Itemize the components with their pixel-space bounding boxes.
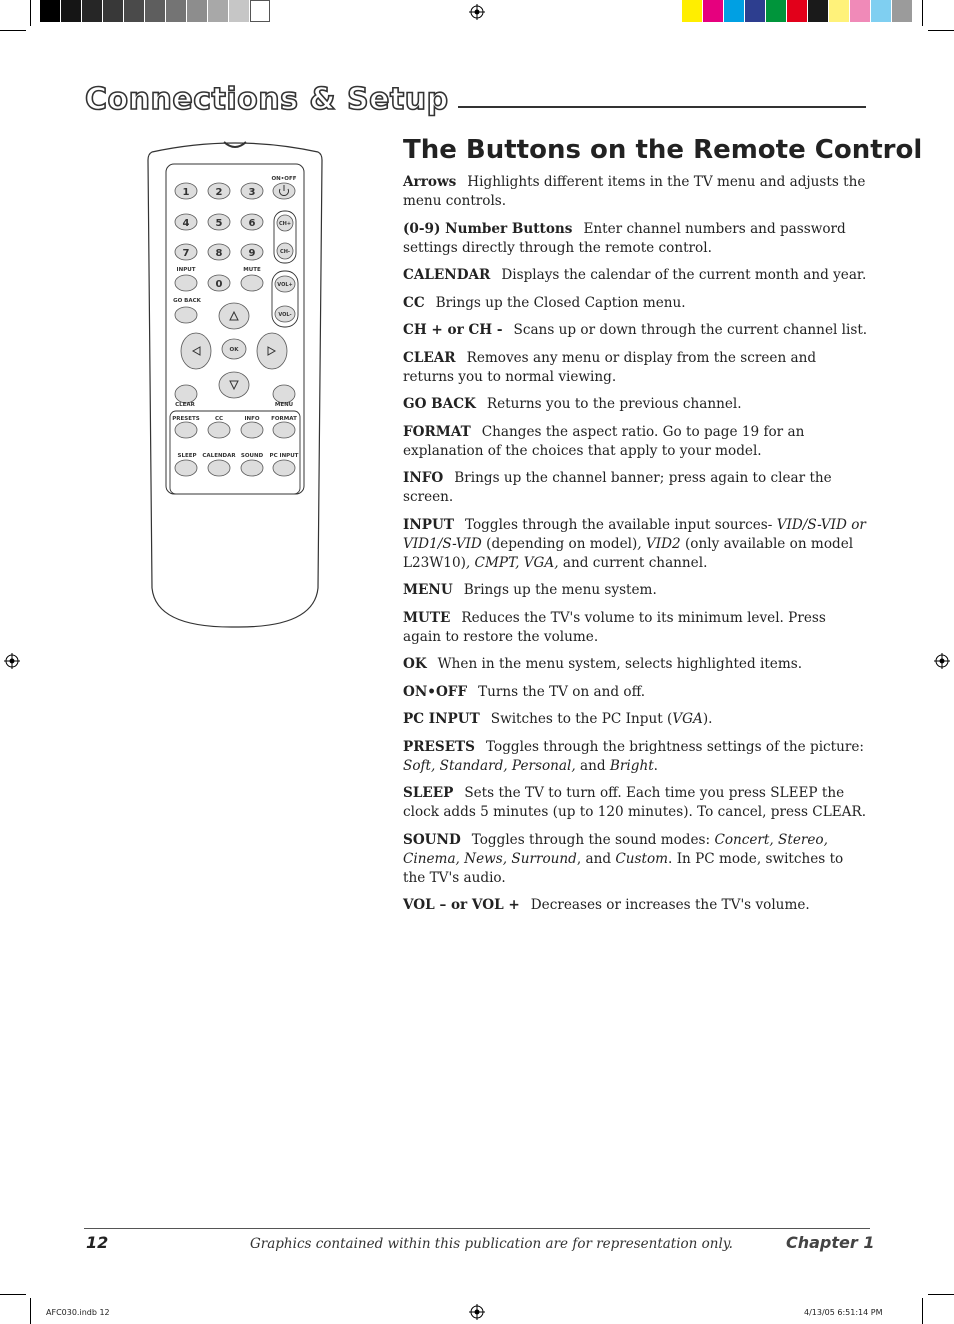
color-swatch <box>766 0 786 22</box>
definition-text: . <box>653 757 658 774</box>
arrow-right-button[interactable] <box>257 333 287 369</box>
color-swatch <box>682 0 702 22</box>
crop-mark <box>922 0 923 26</box>
go-back-label: GO BACK <box>173 298 201 304</box>
calendar-label: CALENDAR <box>202 453 236 459</box>
mute-button[interactable] <box>241 275 263 291</box>
color-swatch <box>166 0 186 22</box>
registration-target-icon <box>4 653 20 669</box>
input-label: INPUT <box>176 267 196 273</box>
crop-mark <box>928 30 954 31</box>
crop-mark <box>30 1298 31 1324</box>
number-button-6[interactable] <box>241 214 263 230</box>
color-swatch <box>745 0 765 22</box>
definition-term: MENU <box>403 582 453 598</box>
definition-term: ON•OFF <box>403 683 468 700</box>
chapter-label: Chapter 1 <box>786 1233 875 1252</box>
definition-emphasis: Custom <box>615 850 669 867</box>
definition-term: FORMAT <box>403 423 471 440</box>
definition-text: Switches to the PC Input ( <box>490 711 673 727</box>
definition-text: Turns the TV on and off. <box>478 683 646 700</box>
footer-note: Graphics contained within this publication are for representation only. <box>250 1236 733 1252</box>
svg-text:CH-: CH- <box>280 249 290 255</box>
definition-format <box>403 423 868 461</box>
definition-term: SOUND <box>403 831 461 848</box>
registration-target-icon <box>469 1304 485 1320</box>
definition-sleep <box>403 784 868 822</box>
color-swatch <box>82 0 102 22</box>
definition-text: Decreases or increases the TV's volume. <box>530 897 810 913</box>
input-button[interactable] <box>175 275 197 291</box>
svg-text:2: 2 <box>215 187 223 198</box>
definition-text: Brings up the channel banner; press again to clear the screen. <box>403 470 832 505</box>
definition-text: Brings up the Closed Caption menu. <box>435 294 686 311</box>
button-definition-list <box>403 173 868 924</box>
vol-minus-button[interactable] <box>275 306 295 322</box>
svg-text:3: 3 <box>248 187 256 198</box>
definition-term: INPUT <box>403 516 454 533</box>
arrow-down-button[interactable] <box>219 372 249 398</box>
on-off-label: ON•OFF <box>271 176 297 182</box>
definition-term: MUTE <box>403 609 451 626</box>
color-swatch <box>724 0 744 22</box>
svg-text:4: 4 <box>182 218 190 229</box>
color-swatch <box>787 0 807 22</box>
remote-control-illustration <box>144 138 326 630</box>
pc-input-label: PC INPUT <box>269 453 299 459</box>
definition-text: Toggles through the brightness settings of the picture: <box>486 738 865 755</box>
clear-label: CLEAR <box>175 402 195 408</box>
definition-text: Reduces the TV's volume to its minimum level. Press again to restore the volume. <box>403 609 826 645</box>
svg-text:1: 1 <box>182 187 190 198</box>
color-swatch <box>61 0 81 22</box>
definition-sound <box>403 831 868 888</box>
color-swatch <box>250 0 270 22</box>
color-swatch <box>187 0 207 22</box>
definition-text: Changes the aspect ratio. Go to page 19 for an explanation of the choices that apply to your model. <box>403 423 805 459</box>
definition-text: Highlights different items in the TV menu and adjusts the menu controls. <box>403 174 866 209</box>
definition-text: and <box>575 757 610 774</box>
definition-calendar <box>403 266 868 285</box>
number-button-3[interactable] <box>241 183 263 199</box>
definition-text: Brings up the menu system. <box>463 582 657 598</box>
page-heading: The Buttons on the Remote Control <box>403 135 923 165</box>
number-button-9[interactable] <box>241 244 263 260</box>
section-title: Connections & Setup <box>85 82 449 117</box>
definition-text: Sets the TV to turn off. Each time you press SLEEP the clock adds 5 minutes (up to 120 minutes). To cancel, press CLEAR. <box>403 785 867 820</box>
sound-button[interactable] <box>241 460 263 476</box>
arrow-left-button[interactable] <box>181 333 211 369</box>
svg-text:CH+: CH+ <box>278 221 292 227</box>
section-rule <box>458 106 866 108</box>
number-button-7[interactable] <box>175 244 197 260</box>
color-swatch <box>871 0 891 22</box>
pc-input-button[interactable] <box>273 460 295 476</box>
definition-emphasis: Soft, Standard, Personal, <box>403 757 576 774</box>
number-button-1[interactable] <box>175 183 197 199</box>
arrow-up-button[interactable] <box>219 303 249 329</box>
definition-text: , and <box>576 850 616 867</box>
definition-term: Arrows <box>403 174 457 190</box>
svg-text:VOL-: VOL- <box>278 312 292 318</box>
cc-button[interactable] <box>208 422 230 438</box>
ch-plus-button[interactable] <box>277 215 293 231</box>
svg-text:OK: OK <box>229 347 239 353</box>
definition-ch <box>403 321 868 340</box>
power-button[interactable] <box>273 183 295 199</box>
definition-text: . In PC mode, switches to the TV's audio. <box>403 850 844 886</box>
definition-term: GO BACK <box>403 396 476 412</box>
color-swatch <box>850 0 870 22</box>
definition-text: When in the menu system, selects highlighted items. <box>437 656 803 672</box>
definition-term: CH + or CH - <box>403 322 503 338</box>
definition-text: Removes any menu or display from the screen and returns you to normal viewing. <box>403 349 817 385</box>
info-button[interactable] <box>241 422 263 438</box>
definition-mute <box>403 609 868 647</box>
definition-text: Scans up or down through the current channel list. <box>513 322 868 338</box>
number-button-8[interactable] <box>208 244 230 260</box>
color-swatch <box>40 0 60 22</box>
color-swatch <box>145 0 165 22</box>
definition-term: CC <box>403 294 425 311</box>
definition-text: Displays the calendar of the current month and year. <box>501 267 867 283</box>
color-swatch <box>808 0 828 22</box>
definition-term: SLEEP <box>403 785 454 801</box>
definition-pc-input <box>403 710 868 729</box>
crop-mark <box>928 1294 954 1295</box>
definition-term: OK <box>403 656 427 672</box>
color-swatch <box>829 0 849 22</box>
definition-text: ). <box>702 711 713 727</box>
mute-label: MUTE <box>243 267 261 273</box>
svg-text:5: 5 <box>215 218 223 229</box>
color-swatch <box>103 0 123 22</box>
definition-emphasis: VID/S-VID or VID1/S-VID <box>403 516 866 552</box>
ch-minus-button[interactable] <box>277 243 293 259</box>
svg-text:0: 0 <box>215 279 223 290</box>
color-swatch <box>124 0 144 22</box>
definition-term: CLEAR <box>403 349 456 366</box>
info-label: INFO <box>244 416 260 422</box>
print-timestamp: 4/13/05 6:51:14 PM <box>804 1308 883 1317</box>
color-swatch <box>208 0 228 22</box>
number-button-4[interactable] <box>175 214 197 230</box>
definition-term: (0-9) Number Buttons <box>403 220 573 237</box>
svg-text:VOL+: VOL+ <box>277 282 293 288</box>
number-button-2[interactable] <box>208 183 230 199</box>
number-button-0[interactable] <box>208 275 230 291</box>
svg-text:7: 7 <box>182 248 190 259</box>
presets-label: PRESETS <box>172 416 200 422</box>
presets-button[interactable] <box>175 422 197 438</box>
crop-mark <box>0 30 26 31</box>
definition-emphasis: , VID2 <box>637 535 681 552</box>
crop-mark <box>0 1294 26 1295</box>
ok-button[interactable] <box>222 339 246 359</box>
color-swatch <box>892 0 912 22</box>
definition-text: (depending on model) <box>481 535 638 552</box>
definition-term: CALENDAR <box>403 267 491 283</box>
format-button[interactable] <box>273 422 295 438</box>
menu-label: MENU <box>274 402 294 408</box>
definition-arrows <box>403 173 868 211</box>
definition-input <box>403 516 868 573</box>
registration-target-icon <box>934 653 950 669</box>
definition-on-off <box>403 683 868 702</box>
calendar-button[interactable] <box>208 460 230 476</box>
definition-text: and current channel. <box>558 554 708 571</box>
vol-plus-button[interactable] <box>275 276 295 292</box>
definition-cc <box>403 294 868 313</box>
svg-text:8: 8 <box>215 248 223 259</box>
definition-ok <box>403 655 868 674</box>
definition-emphasis: Bright <box>609 757 654 774</box>
definition-term: VOL – or VOL + <box>403 897 520 913</box>
number-button-5[interactable] <box>208 214 230 230</box>
menu-button[interactable] <box>273 385 295 403</box>
definition-text: Returns you to the previous channel. <box>486 396 742 412</box>
definition-term: PRESETS <box>403 738 475 755</box>
definition-emphasis: , CMPT, VGA, <box>465 554 559 571</box>
file-slug: AFC030.indb 12 <box>46 1308 110 1317</box>
go-back-button[interactable] <box>175 307 197 323</box>
definition-clear <box>403 349 868 387</box>
definition-number-buttons <box>403 220 868 258</box>
registration-target-icon <box>469 4 485 20</box>
definition-presets <box>403 738 868 776</box>
definition-info <box>403 469 868 507</box>
definition-text: Enter channel numbers and password settings directly through the remote control. <box>403 220 846 256</box>
page-number: 12 <box>86 1233 109 1252</box>
crop-mark <box>30 0 31 26</box>
cc-label: CC <box>214 416 224 422</box>
definition-emphasis: Concert, Stereo, Cinema, News, Surround <box>403 831 828 867</box>
sound-label: SOUND <box>240 453 264 459</box>
color-swatch <box>229 0 249 22</box>
clear-button[interactable] <box>175 385 197 403</box>
sleep-button[interactable] <box>175 460 197 476</box>
definition-text: Toggles through the available input sources- <box>464 516 777 533</box>
definition-go-back <box>403 395 868 414</box>
format-label: FORMAT <box>271 416 297 422</box>
definition-text: Toggles through the sound modes: <box>471 831 715 848</box>
definition-vol <box>403 896 868 915</box>
svg-text:9: 9 <box>248 248 256 259</box>
definition-term: PC INPUT <box>403 711 480 727</box>
definition-text: (only available on model L23W10) <box>403 535 854 571</box>
definition-term: INFO <box>403 470 444 486</box>
footer-rule <box>84 1228 870 1229</box>
sleep-label: SLEEP <box>177 453 197 459</box>
definition-emphasis: VGA <box>672 711 703 727</box>
color-swatch <box>703 0 723 22</box>
definition-menu <box>403 581 868 600</box>
svg-text:6: 6 <box>248 218 256 229</box>
crop-mark <box>922 1298 923 1324</box>
